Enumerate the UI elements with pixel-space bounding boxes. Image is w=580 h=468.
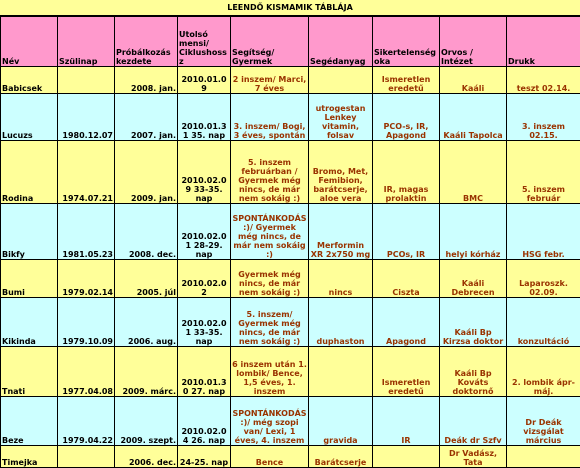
cell-fail: Ciszta [373,260,440,298]
cell-drukk: 2. lombik ápr-máj. [507,347,580,397]
cell-doctor: Kaáli Debrecen [440,260,507,298]
cell-help: Gyermek még nincs, de már nem sokáig :) [231,260,309,298]
cell-help: Bence [231,446,309,468]
cell-drukk: 3. inszem 02.15. [507,94,580,141]
cell-help: 5. inszem februárban / Gyermek még nincs, de már nem sokáig :) [231,141,309,204]
cell-start: 2007. jan. [115,94,178,141]
cell-drukk: konzultáció [507,298,580,347]
cell-aid [309,67,373,94]
cell-help: SPONTÁNKODÁS :)/ még szopi van/ Lexi, 1 éves, 4. inszem [231,397,309,446]
cell-aid: Bromo, Met, Femibion, barátcserje, aloe vera [309,141,373,204]
cell-fail: Ismeretlen eredetű [373,67,440,94]
cell-doctor: Kaáli Bp Kirzsa doktor [440,298,507,347]
cell-birth: 1979.04.22 [58,397,115,446]
cell-birth: 1979.10.09 [58,298,115,347]
cell-start: 2008. dec. [115,204,178,260]
cell-fail [373,446,440,468]
data-table [0,16,580,468]
cell-drukk [507,446,580,468]
cell-fail: IR [373,397,440,446]
cell-aid: nincs [309,260,373,298]
col-header-birth: Szülinap [58,17,115,67]
table-row [1,260,580,298]
cell-start: 2006. aug. [115,298,178,347]
cell-aid [309,347,373,397]
cell-start: 2008. jan. [115,67,178,94]
cell-birth: 1974.07.21 [58,141,115,204]
cell-help: SPONTÁNKODÁS :)/ Gyermek még nincs, de már nem sokáig :) [231,204,309,260]
cell-doctor: Dr Vadász, Tata [440,446,507,468]
cell-last: 2010.01.30 27. nap [178,347,231,397]
table-title: LEENDŐ KISMAMIK TÁBLÁJA [0,0,580,16]
table-row [1,397,580,446]
cell-fail: IR, magas prolaktin [373,141,440,204]
cell-start: 2009. jan. [115,141,178,204]
col-header-drukk: Drukk [507,17,580,67]
cell-aid: Barátcserje [309,446,373,468]
cell-help: 5. inszem/ Gyermek még nincs, de már nem sokáig :) [231,298,309,347]
cell-start: 2009. márc. [115,347,178,397]
cell-name: Bikfy [1,204,58,260]
col-header-start: Próbálkozás kezdete [115,17,178,67]
table-row [1,204,580,260]
table-row [1,446,580,468]
cell-help: 3. inszem/ Bogi, 3 éves, spontán [231,94,309,141]
cell-birth: 1979.02.14 [58,260,115,298]
cell-name: Bumi [1,260,58,298]
cell-last: 2010.01.31 35. nap [178,94,231,141]
cell-drukk: HSG febr. [507,204,580,260]
cell-last: 2010.01.09 [178,67,231,94]
table-row [1,298,580,347]
cell-birth [58,67,115,94]
cell-aid: utrogestan Lenkey vitamin, folsav [309,94,373,141]
cell-name: Kikinda [1,298,58,347]
cell-doctor: Kaáli Bp Kováts doktornő [440,347,507,397]
table-row [1,94,580,141]
col-header-last: Utolsó mensi/ Ciklushossz [178,17,231,67]
cell-aid: duphaston [309,298,373,347]
cell-doctor: helyi kórház [440,204,507,260]
cell-last: 2010.02.01 33-35. nap [178,298,231,347]
cell-drukk: 5. inszem február [507,141,580,204]
table-row [1,141,580,204]
cell-fail: Apagond [373,298,440,347]
cell-drukk: Laparoszk. 02.09. [507,260,580,298]
cell-name: Babicsek [1,67,58,94]
cell-doctor: Kaáli [440,67,507,94]
cell-birth [58,446,115,468]
cell-doctor: Deák dr Szfv [440,397,507,446]
cell-name: Tnati [1,347,58,397]
cell-last: 24-25. nap [178,446,231,468]
cell-help: 2 inszem/ Marci, 7 éves [231,67,309,94]
cell-birth: 1980.12.07 [58,94,115,141]
cell-name: Lucuzs [1,94,58,141]
cell-drukk: Dr Deák vizsgálat március [507,397,580,446]
table-row [1,67,580,94]
cell-aid: Merformin XR 2x750 mg [309,204,373,260]
col-header-help: Segítség/ Gyermek [231,17,309,67]
header-row [1,17,580,67]
cell-last: 2010.02.04 26. nap [178,397,231,446]
cell-birth: 1977.04.08 [58,347,115,397]
cell-start: 2006. dec. [115,446,178,468]
cell-aid: gravida [309,397,373,446]
cell-help: 6 inszem után 1. lombik/ Bence, 1,5 éves, 1. inszem [231,347,309,397]
table-row [1,347,580,397]
col-header-aid: Segédanyag [309,17,373,67]
cell-doctor: Kaáli Tapolca [440,94,507,141]
col-header-doctor: Orvos / Intézet [440,17,507,67]
cell-last: 2010.02.01 28-29. nap [178,204,231,260]
cell-name: Beze [1,397,58,446]
col-header-name: Név [1,17,58,67]
cell-doctor: BMC [440,141,507,204]
cell-name: Rodina [1,141,58,204]
cell-last: 2010.02.09 33-35. nap [178,141,231,204]
cell-fail: PCO-s, IR, Apagond [373,94,440,141]
cell-birth: 1981.05.23 [58,204,115,260]
col-header-fail: Sikertelenség oka [373,17,440,67]
cell-fail: PCOs, IR [373,204,440,260]
cell-last: 2010.02.02 [178,260,231,298]
cell-drukk: teszt 02.14. [507,67,580,94]
cell-start: 2005. júl [115,260,178,298]
cell-start: 2009. szept. [115,397,178,446]
cell-name: Timejka [1,446,58,468]
cell-fail: Ismeretlen eredetű [373,347,440,397]
